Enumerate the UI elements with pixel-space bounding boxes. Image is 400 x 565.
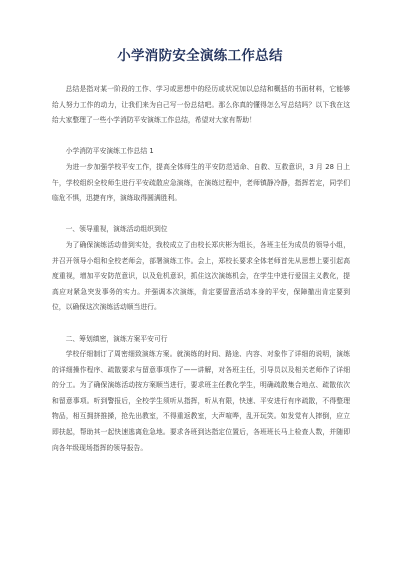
section1-paragraph-2: 为了确保演练活动普到实处，我校成立了由校长郑庆彬为组长，各班主任为成员的领导小组，并召开领导小组和全校老师会，部署演练工作。会上，郑校长要求全体老师首先从思想上要引起高度重视，增加平安防范意识，以及危机意识，抓住这次演练机会，在学生中进行爱国主义教化，提高应对紧急突发事务的实力。并强调本次演练，肯定要留意活动本身的平安，保障撤出肯定要到位，以确保这次演练活动顺当进行。 bbox=[52, 240, 350, 312]
section1-paragraph-1: 为进一步加强学校平安工作，提高全体师生的平安防范适命、自救、互救意识，3 月 28 日上午，学校组织全校师生进行平安疏散应急演练，在演练过程中，老师镇静冷静，指挥若定，同学们临危不惧，迅捷有序，演练取得圆满胜利。 bbox=[52, 162, 350, 203]
section-heading-1: 小学消防平安演练工作总结 1 bbox=[65, 147, 154, 156]
section1-subheading-1: 一、领导重视，演练活动组织到位 bbox=[65, 225, 168, 234]
intro-paragraph: 总结是指对某一阶段的工作、学习或思想中的经历或状况加以总结和概括的书面材料，它能够给人努力工作的动力，让我们来为自己写一份总结吧。那么你真的懂得怎么写总结吗？以下我在这给大家整理了一些小学消防平安演练工作总结，希望对大家有帮助！ bbox=[52, 85, 350, 125]
page-title: 小学消防安全演练工作总结 bbox=[117, 48, 283, 64]
document-body bbox=[52, 82, 350, 456]
section1-paragraph-3: 学校仔细制订了周密细致演练方案。就演练的时间、路途、内容、对象作了详细的说明，演练的详细操作程序、疏散要求与留意事项作了——讲解，对各班主任，引导员以及相关老师作了详细的分工。为了确保演练活动按方案顺当进行，要求班主任教化学生，明确疏散集合地点、疏散依次和留意事项。听到警报后，全校学生须听从指挥，听从有限，快速、平安进行有序疏散，不得整理物品，相互拥挤推搡，抢先出教室，不得重返教室，大声喧哗，乱开玩笑。如发觉有人摔倒，应立即扶起，帮助其一起快速逃离危急地。要求各班到达指定位置后，各班班长马上检查人数，并随即向各年级现场指挥的领导报告。 bbox=[52, 350, 350, 452]
section1-subheading-2: 二、筹划缜密，演练方案平安可行 bbox=[65, 334, 168, 343]
